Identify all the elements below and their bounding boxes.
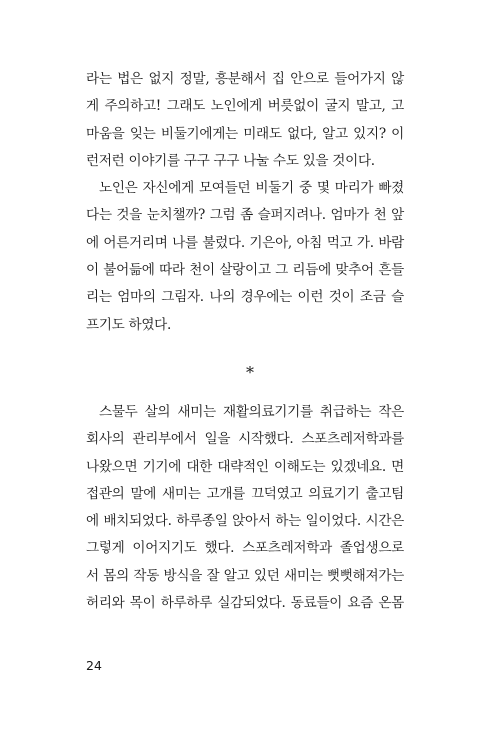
text-line: 다는 것을 눈치챌까? 그럼 좀 슬퍼지려나. 엄마가 천 앞 [86,207,404,224]
page-number: 24 [86,658,102,673]
body-text-bottom [86,399,404,617]
text-line: 허리와 목이 하루하루 실감되었다. 동료들이 요즘 온몸 [86,595,404,612]
text-line: 에 배치되었다. 하루종일 앉아서 하는 일이었다. 시간은 [86,513,404,530]
text-line: 노인은 자신에게 모여들던 비둘기 중 몇 마리가 빠졌 [99,180,404,197]
text-line: 회사의 관리부에서 일을 시작했다. 스포츠레저학과를 [86,431,404,448]
text-line: 게 주의하고! 그래도 노인에게 버릇없이 굴지 말고, 고 [86,98,404,115]
text-line: 이 불어듦에 따라 천이 살랑이고 그 리듬에 맞추어 흔들 [86,262,404,279]
text-line: 마움을 잊는 비둘기에게는 미래도 없다, 알고 있지? 이 [86,125,404,142]
section-divider: * [246,363,254,382]
text-line: 프기도 하였다. [86,316,172,333]
text-line: 에 어른거리며 나를 불렀다. 기은아, 아침 먹고 가. 바람 [86,234,404,251]
body-text-top [86,66,404,339]
text-line: 스물두 살의 새미는 재활의료기기를 취급하는 작은 [99,404,404,420]
text-line: 접관의 말에 새미는 고개를 끄덕였고 의료기기 출고팀 [86,485,404,502]
text-line: 그렇게 이어지기도 했다. 스포츠레저학과 졸업생으로 [86,540,404,557]
text-line: 런저런 이야기를 구구 구구 나눌 수도 있을 것이다. [86,152,375,169]
text-line: 나왔으면 기기에 대한 대략적인 이해도는 있겠네요. 면 [86,458,404,475]
text-line: 리는 엄마의 그림자. 나의 경우에는 이런 것이 조금 슬 [86,289,404,306]
text-line: 라는 법은 없지 정말, 흥분해서 집 안으로 들어가지 않 [86,71,404,87]
text-line: 서 몸의 작동 방식을 잘 알고 있던 새미는 뻣뻣해져가는 [86,567,404,584]
